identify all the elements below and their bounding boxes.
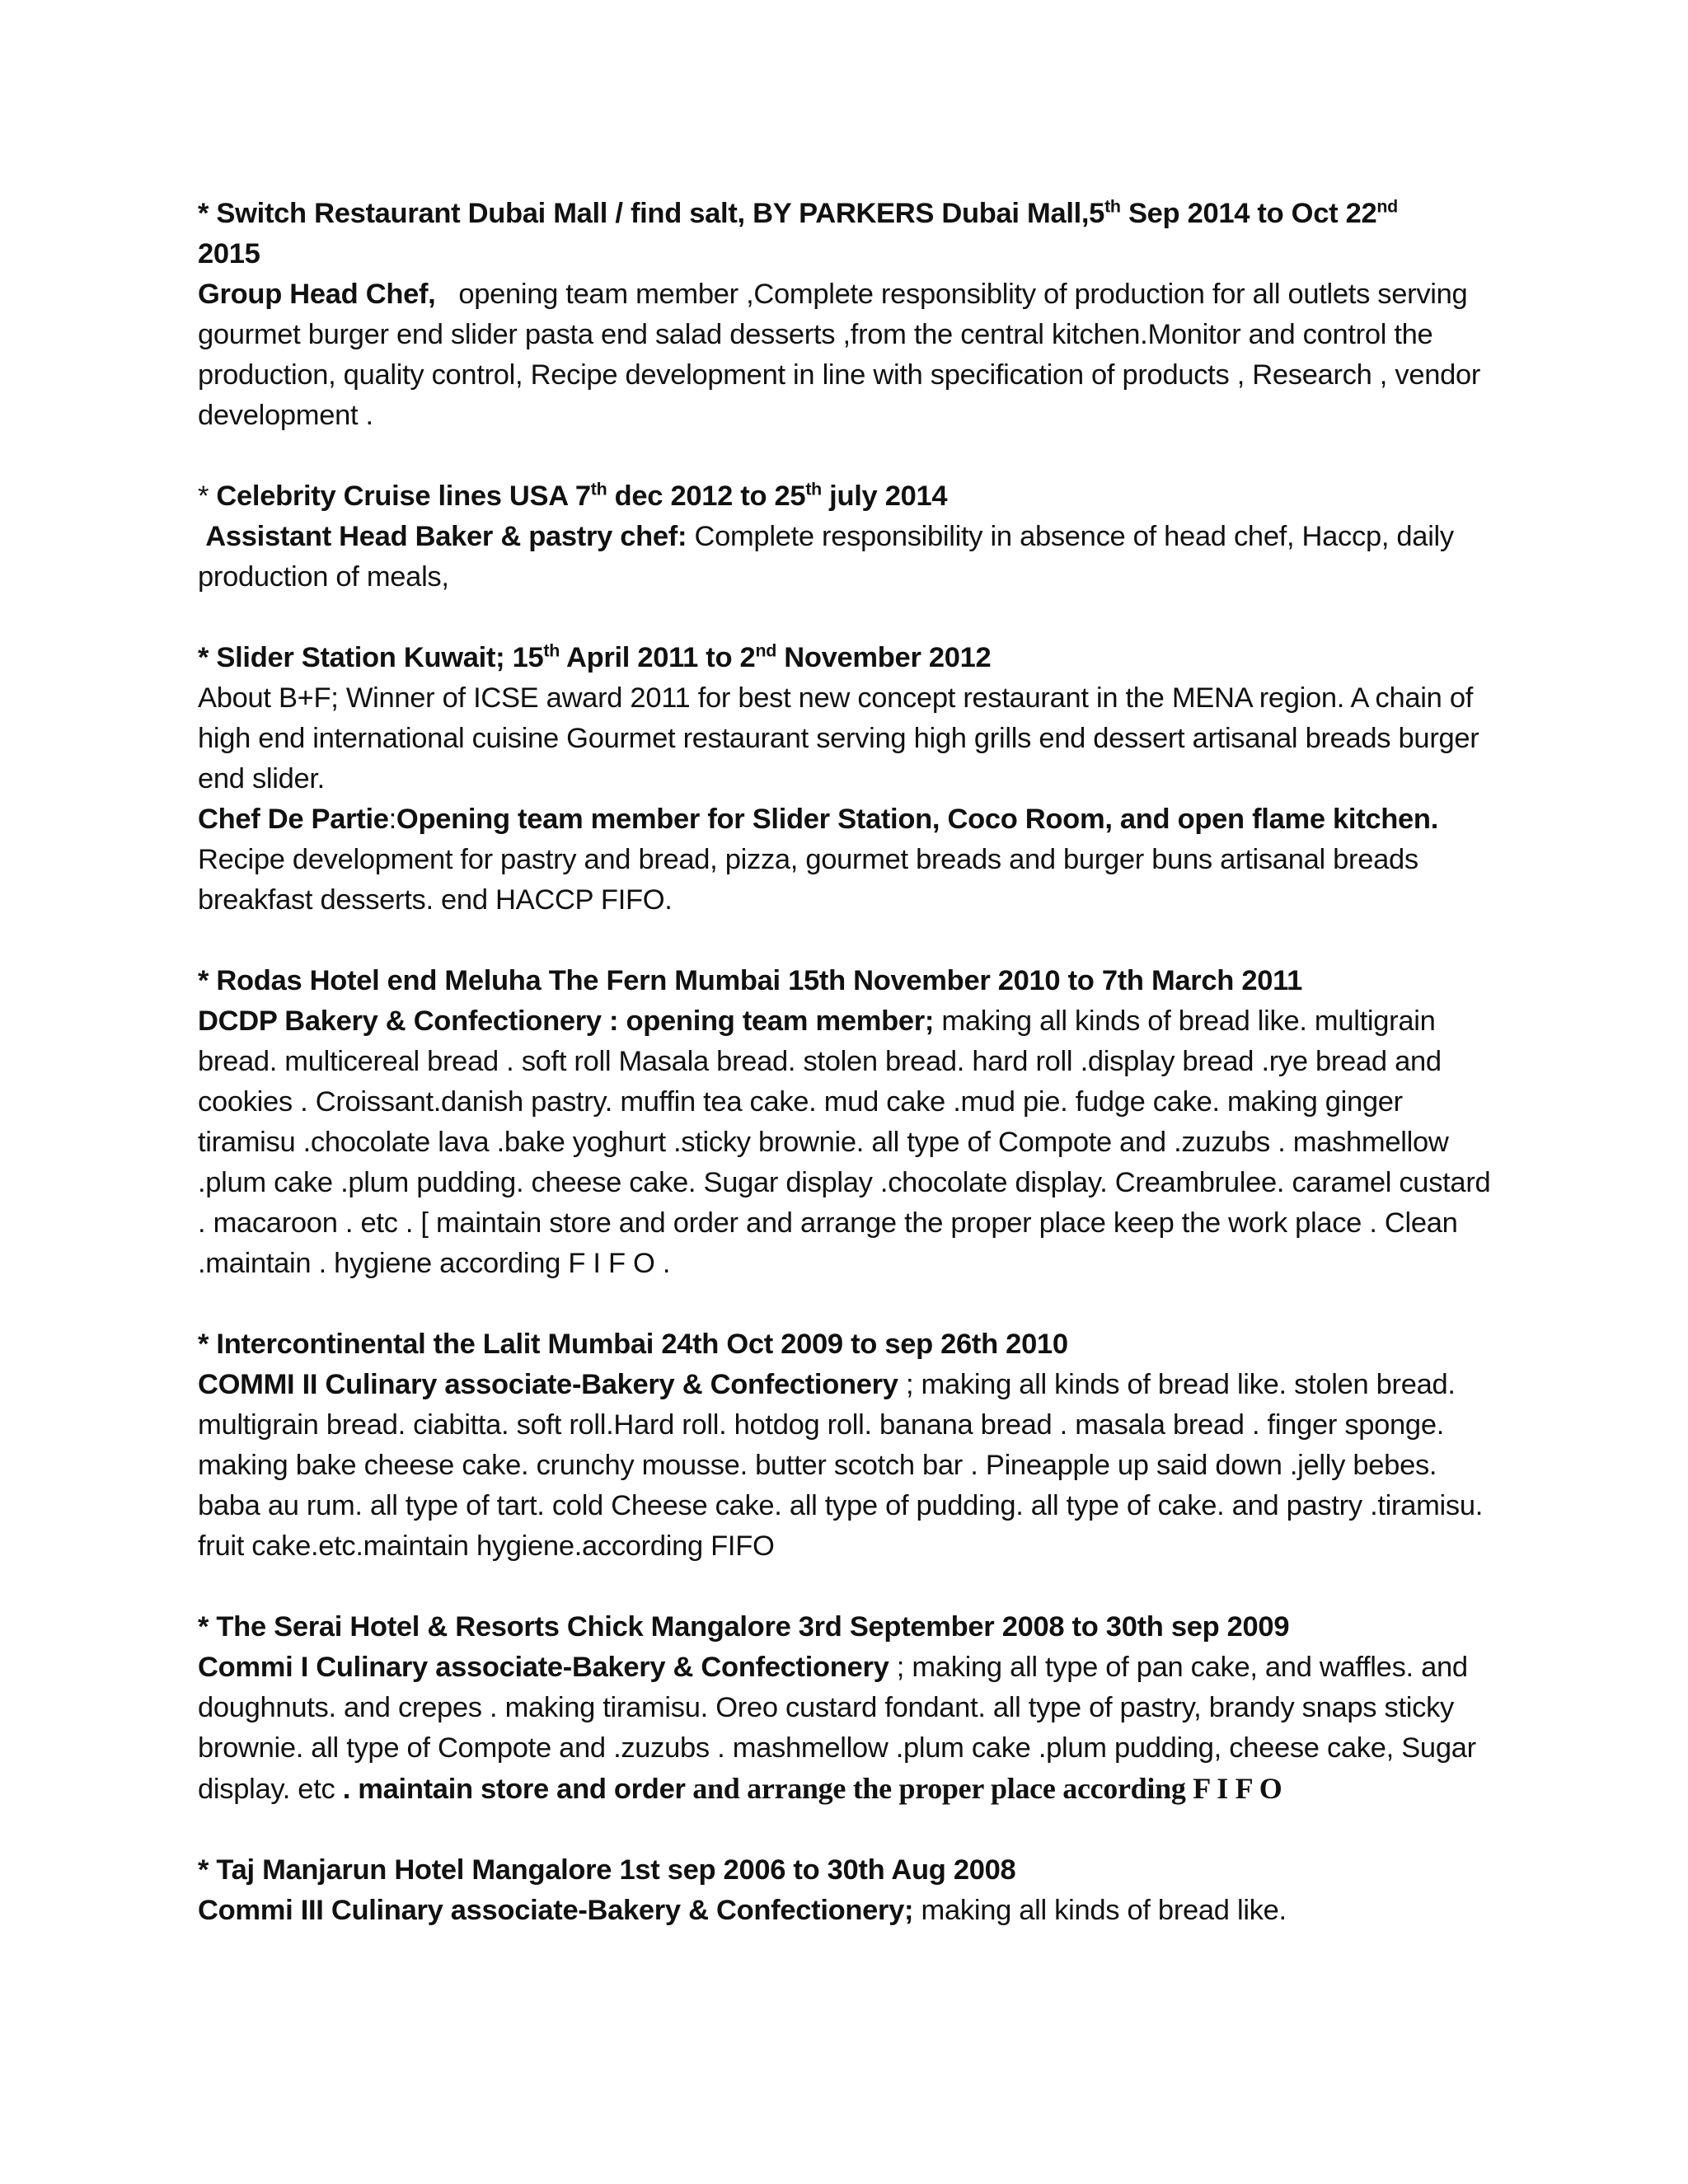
job-heading [198, 194, 1500, 274]
job-body: making all kinds of bread like. multigrain bread. multicereal bread . soft roll Masala bread. stolen bread. hard roll .display bread .rye bread and cookies . Croissant.danish pastry. muffin tea cake. mud cake .mud pie. fudge cake. making ginger tiramisu .chocolate lava .bake yoghurt .sticky brownie. all type of Compote and .zuzubs . mashmellow .plum cake .plum pudding. cheese cake. Sugar display .chocolate display. Creambrulee. caramel custard . macaroon . etc . [ maintain store and order and arrange the proper place keep the work place . Clean .maintain . hygiene according F I F O . [198, 1005, 1491, 1279]
job-description [198, 274, 1500, 436]
job-entry-rodas-hotel [198, 961, 1500, 1284]
heading-text: April 2011 to 2 [559, 642, 756, 673]
job-body: opening team member ,Complete responsiblity of production for all outlets serving gourmet burger end slider pasta end salad desserts ,from the central kitchen.Monitor and control the production, quality control, Recipe development in line with specification of products , Research , vendor development . [198, 279, 1481, 431]
job-body-serif-tail: and arrange the proper place according F I F O [685, 1772, 1282, 1805]
job-body: ; making all kinds of bread like. stolen bread. multigrain bread. ciabitta. soft roll.Hard roll. hotdog roll. banana bread . masala bread . finger sponge. making bake cheese cake. crunchy mousse. butter scotch bar . Pineapple up said down .jelly bebes. baba au rum. all type of tart. cold Cheese cake. all type of pudding. all type of cake. and pastry .tiramisu. fruit cake.etc.maintain hygiene.according FIFO [198, 1369, 1484, 1562]
job-entry-slider-station [198, 638, 1500, 921]
heading-text: * Slider Station Kuwait; 15 [198, 642, 544, 673]
job-role: Group Head Chef, [198, 279, 436, 310]
job-heading [198, 1324, 1500, 1365]
job-body: Recipe development for pastry and bread, pizza, gourmet breads and burger buns artisanal breads breakfast desserts. end HACCP FIFO. [198, 844, 1418, 916]
heading-text: * Intercontinental the Lalit Mumbai 24th Oct 2009 to sep 26th 2010 [198, 1329, 1068, 1360]
heading-text: November 2012 [776, 642, 992, 673]
job-description [198, 1365, 1500, 1567]
job-role: Chef De Partie [198, 804, 389, 835]
ordinal-suffix: th [1104, 196, 1121, 217]
heading-text: * The Serai Hotel & Resorts Chick Mangalore 3rd September 2008 to 30th sep 2009 [198, 1611, 1290, 1643]
job-body: Complete responsibility in absence of head chef, Haccp, daily production of meals, [198, 521, 1454, 593]
job-role: Assistant Head Baker & pastry chef: [205, 521, 687, 552]
job-role: COMMI II Culinary associate-Bakery & Confectionery [198, 1369, 898, 1400]
job-description [198, 1647, 1500, 1810]
heading-text: * Taj Manjarun Hotel Mangalore 1st sep 2006 to 30th Aug 2008 [198, 1854, 1016, 1886]
ordinal-suffix: th [805, 479, 822, 499]
job-role: Commi III Culinary associate-Bakery & Confectionery; [198, 1895, 914, 1926]
heading-text: 2015 [198, 238, 260, 269]
job-heading [198, 1850, 1500, 1891]
job-description [198, 1001, 1500, 1284]
job-body: making all kinds of bread like. [921, 1895, 1287, 1926]
job-heading [198, 476, 1500, 517]
job-entry-serai-hotel [198, 1607, 1500, 1810]
job-role: Commi I Culinary associate-Bakery & Confectionery [198, 1652, 889, 1683]
job-body: ; making all type of pan cake, and waffles. and doughnuts. and crepes . making tiramisu. Oreo custard fondant. all type of pastry, brandy snaps sticky brownie. all type of Compote and .zuzubs . mashmellow .plum cake .plum pudding, cheese cake, Sugar display. etc [198, 1652, 1476, 1805]
ordinal-suffix: nd [755, 640, 776, 661]
job-role-detail: Opening team member for Slider Station, Coco Room, and open flame kitchen. [396, 804, 1438, 835]
job-entry-intercontinental-lalit [198, 1324, 1500, 1567]
heading-text: Sep 2014 to Oct 22 [1120, 198, 1377, 229]
ordinal-suffix: th [590, 479, 607, 499]
job-entry-taj-manjarun [198, 1850, 1500, 1931]
job-description [198, 1891, 1500, 1931]
resume-experience [198, 194, 1500, 1971]
heading-text: july 2014 [821, 480, 948, 512]
company-about: About B+F; Winner of ICSE award 2011 for best new concept restaurant in the MENA region. A chain of high end international cuisine Gourmet restaurant serving high grills end dessert artisanal breads burger end slider. [198, 682, 1479, 794]
ordinal-suffix: nd [1376, 196, 1398, 217]
job-heading [198, 961, 1500, 1001]
heading-text: Celebrity Cruise lines USA 7 [216, 480, 591, 512]
heading-text: * Rodas Hotel end Meluha The Fern Mumbai 15th November 2010 to 7th March 2011 [198, 965, 1303, 996]
job-body-bold-tail: . maintain store and order [342, 1774, 686, 1805]
job-description [198, 517, 1500, 598]
job-role: DCDP Bakery & Confectionery : opening team member; [198, 1005, 935, 1037]
heading-text: * Switch Restaurant Dubai Mall / find salt, BY PARKERS Dubai Mall,5 [198, 198, 1105, 229]
job-entry-switch-restaurant [198, 194, 1500, 436]
job-heading [198, 638, 1500, 678]
job-heading [198, 1607, 1500, 1647]
job-role-line [198, 799, 1500, 840]
bullet-star: * [198, 480, 217, 512]
ordinal-suffix: th [543, 640, 560, 661]
role-separator: : [388, 804, 396, 835]
job-entry-celebrity-cruise [198, 476, 1500, 598]
heading-text: dec 2012 to 25 [607, 480, 806, 512]
